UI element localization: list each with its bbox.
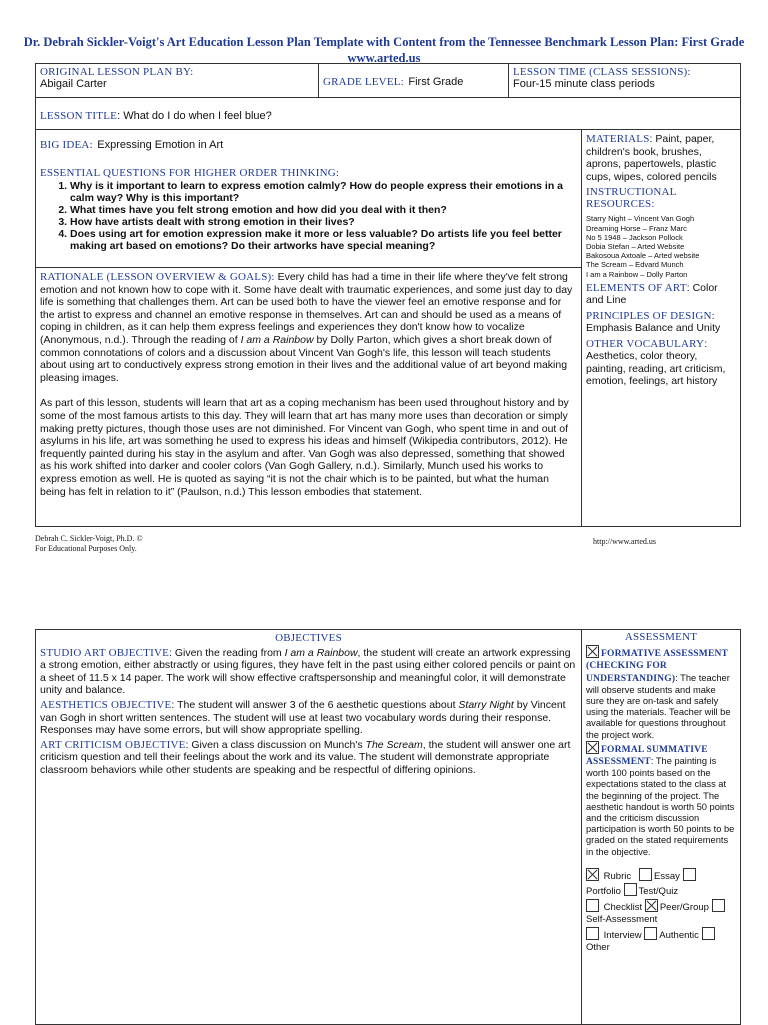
other-checkbox[interactable] [702,927,715,940]
rubric-checkbox[interactable] [586,868,599,881]
interview-checkbox[interactable] [586,927,599,940]
resource-item: I am a Rainbow – Dolly Parton [586,269,688,279]
resource-item: Dreaming Horse – Franz Marc [586,223,687,233]
checklist-label: Checklist [603,901,643,913]
selfassess-label: Self-Assessment [586,914,658,926]
testquiz-checkbox[interactable] [624,883,637,896]
summative-checkbox[interactable] [586,741,599,754]
lesson-title-cell: LESSON TITLE: What do I do when I feel blue? [36,98,741,130]
criticism-objective-text-b: , the student will answer one art criticism question and tell their feelings about the work and its value. The student will demonstrate appropriate classroom behaviors while other students are speaking and be respectful of differing opinions. [40,738,571,776]
rationale-p1b: by Dolly Parton, which gives a short break down of common connotations of colors and a discussion about Vincent Van Gogh's life, this lesson will teach students about using art to conductively express strong emotion in their lives and the additional value of art beyond making pleasing images. [40,333,568,384]
formative-value: : The teacher will observe students and make sure they are on-task and safely using the materials. Teacher will be available for questions throughout the project work. [586,672,731,740]
header-url: www.arted.us [347,51,421,65]
formative-checkbox[interactable] [586,645,599,658]
essay-checkbox[interactable] [639,868,652,881]
authentic-checkbox[interactable] [644,927,657,940]
original-author-cell [36,64,319,98]
resource-item: Bakosoua Axtoale – Arted website [586,251,700,261]
original-author-label: ORIGINAL LESSON PLAN BY: [40,66,194,78]
portfolio-checkbox[interactable] [683,868,696,881]
assessment-cell [582,630,741,1025]
lesson-time-value: Four-15 minute class periods [513,78,655,90]
big-idea-label: BIG IDEA: [40,139,93,151]
peergroup-checkbox[interactable] [645,899,658,912]
footer-copyright: Debrah C. Sickler-Voigt, Ph.D. © [35,534,143,543]
elements-label: ELEMENTS OF ART [586,281,687,294]
resource-item: The Scream – Edvard Munch [586,260,684,270]
footer-left [35,534,143,554]
question-item: 1. Why is it important to learn to express emotion calmly? How do people express their emotions in a calm way? Why is this important? [70,180,577,204]
lesson-title-label: LESSON TITLE [40,110,118,122]
grade-level-cell [319,64,509,98]
lesson-plan-table [35,63,741,130]
aesthetics-objective-label: AESTHETICS OBJECTIVE [40,698,172,711]
essential-questions-label: ESSENTIAL QUESTIONS FOR HIGHER ORDER THINKING: [40,167,340,179]
document-header [0,35,768,66]
summative-label: FORMAL SUMMATIVE ASSESSMENT [586,744,708,768]
rationale-cell [36,268,582,527]
studio-objective-book: I am a Rainbow [284,646,358,659]
rationale-p2: As part of this lesson, students will learn that art as a coping mechanism has been used throughout history and by some of the most famous artists to this day. They will learn that art has many more uses than decoration or simply making pretty pictures, though those uses are not diminished. For Vincent van Gogh, who spent time in and out of asylums in his life, art was something he used to express his ideas and himself (Wikipedia contributors, 2012). He frequently painted during his stay in the asylum and after. Van Gogh was also depressed, something that showed as his work shifted into darker and cooler colors (Van Gogh Gallery, n.d.). Similarly, Munch used his works to express emotion as well. He is quoted as saying “it is not the chair which is to be painted, but what the human being has felt in relation to it” (Paulson, n.d.) This lesson embodies that statement. [40,397,569,498]
header-title: Dr. Debrah Sickler-Voigt's Art Education Lesson Plan Template with Content from the Tennessee Benchmark Lesson Plan: First Grade [23,35,745,49]
rubric-label: Rubric [603,870,632,882]
portfolio-label: Portfolio [586,886,621,898]
aesthetics-objective-text-a: : The student will answer 3 of the 6 aesthetic questions about [171,698,459,711]
question-item: 3. How have artists dealt with strong emotion in their lives? [70,216,577,228]
resource-item: No 5 1948 – Jackson Pollock [586,232,683,242]
criticism-objective-text-a: : Given a class discussion on Munch's [185,738,366,751]
essential-questions-list [40,180,577,252]
sidebar-cell [582,130,741,527]
objectives-cell [36,630,582,1025]
formative-label: FORMATIVE ASSESSMENT (CHECKING FOR UNDERSTANDING) [586,649,728,684]
vocabulary-value: : Aesthetics, color theory, painting, reading, art criticism, emotion, feelings, art history [586,337,726,388]
aesthetics-objective-text-b: by Vincent van Gogh in short written sentences. The student will use at least two vocabulary words during their response. Responses may have some errors, but will show appropriate spelling. [40,698,566,737]
studio-objective-text-b: , the student will create an artwork expressing a strong emotion, either abstractly or using figures, they have felt in the past using either colored pencils or paint on a sheet of 11.5 x 14 paper. The work will show effective craftspersonship and meaningful color, it will demonstrate unity and balance. [40,646,576,697]
big-idea-value: Expressing Emotion in Art [97,139,224,151]
studio-objective-label: STUDIO ART OBJECTIVE [40,646,170,659]
elements-value: : Color and Line [586,281,718,307]
resources-list [586,214,736,278]
grade-level-label: GRADE LEVEL: [323,76,404,88]
grade-level-value: First Grade [408,76,464,88]
lesson-title-value: What do I do when I feel blue? [123,110,272,122]
assessment-label: ASSESSMENT [624,631,698,643]
materials-label: MATERIALS [586,133,650,145]
rationale-label: RATIONALE (LESSON OVERVIEW & GOALS): [40,271,275,283]
resource-item: Starry Night – Vincent Van Gogh [586,214,695,224]
resources-label: INSTRUCTIONAL RESOURCES: [586,186,677,211]
criticism-artwork: The Scream [365,738,423,751]
lesson-body-table [35,129,741,527]
big-idea-cell [36,130,582,268]
peergroup-label: Peer/Group [659,901,709,913]
checklist-checkbox[interactable] [586,899,599,912]
footer-url-link[interactable]: http://www.arted.us [593,537,657,546]
rationale-p1a: Every child has had a time in their life where they've felt strong emotion and not known how to cope with it. Some have dealt with traumatic experiences, and some just day to day life is something that challenges them. Art can be used both to have the viewer feel an emotive response and for the artist to express and channel an emotive response in themselves. Art can and should be used as a means of coping in children, as it can help them express feelings and experiences they don't know how to vocalize (Anonymous, n.d.). Through the reading of [40,271,573,346]
objectives-label: OBJECTIVES [275,632,342,644]
authentic-label: Authentic [659,929,699,941]
criticism-objective-label: ART CRITICISM OBJECTIVE [40,738,186,751]
summative-value: : The painting is worth 100 points based on the expectations stated to the class at the beginning of the project. The aesthetic handout is worth 50 points and the criticism discussion participation is worth 50 points to be graded on the stated requirements in the objective. [586,756,735,857]
original-author-value: Abigail Carter [40,78,107,90]
principles-label: PRINCIPLES OF DESIGN: [586,309,715,322]
vocabulary-label: OTHER VOCABULARY [586,337,705,350]
principles-value: Emphasis Balance and Unity [586,321,721,334]
lesson-time-label: LESSON TIME (CLASS SESSIONS): [513,66,691,78]
lesson-time-cell [509,64,741,98]
resource-item: Dobia Stefan – Arted Website [586,241,685,251]
materials-value: : Paint, paper, children's book, brushes, aprons, papertowels, plastic cups, wipes, colored pencils [586,133,717,183]
essay-label: Essay [654,870,680,882]
footer-note: For Educational Purposes Only. [35,544,137,553]
rationale-book-title: I am a Rainbow [240,333,314,346]
other-label: Other [586,942,610,954]
question-item: 2. What times have you felt strong emotion and how did you deal with it then? [70,204,577,216]
interview-label: Interview [603,929,642,941]
selfassess-checkbox[interactable] [712,899,725,912]
aesthetics-artwork: Starry Night [458,698,514,711]
objectives-table [35,629,741,1025]
testquiz-label: Test/Quiz [638,886,679,898]
question-item: 4. Does using art for emotion expression make it more or less valuable? Do artists life you feel better making art based on emotions? Do their artworks have special meaning? [70,228,577,252]
studio-objective-text-a: : Given the reading from [169,646,285,659]
